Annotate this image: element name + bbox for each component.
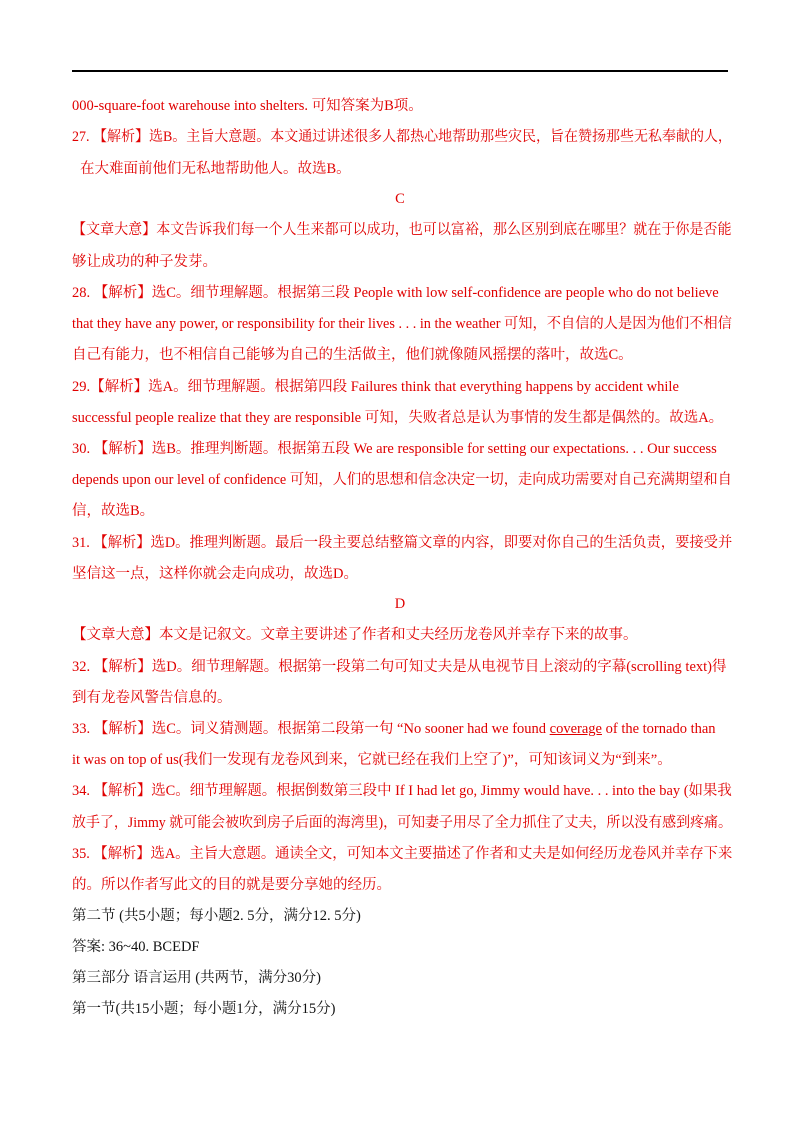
answer-33 [72,719,716,739]
section-heading-d: D [394,596,406,612]
answer-29: 29.【解析】选A。细节理解题。根据第四段 Failures think that everything happens by accident while [72,379,679,395]
underlined-word: coverage [549,721,602,737]
text-line: 000-square-foot warehouse into shelters. 可知答案为B项。 [72,98,423,114]
answer-27: 27. 【解析】选B。主旨大意题。本文通过讲述很多人都热心地帮助那些灾民，旨在赞扬那些无私奉献的人， [72,129,732,145]
passage-summary-d: 【文章大意】本文是记叙文。文章主要讲述了作者和丈夫经历龙卷风并幸存下来的故事。 [72,627,638,643]
passage-summary-c: 【文章大意】本文告诉我们每一个人生来都可以成功，也可以富裕，那么区别到底在哪里？就在于你是否能 [72,222,732,238]
answer-35: 35. 【解析】选A。主旨大意题。通读全文，可知本文主要描述了作者和丈夫是如何经历龙卷风并幸存下来 [72,846,733,862]
text-line: 自己有能力，也不相信自己能够为自己的生活做主，他们就像随风摇摆的落叶，故选C。 [72,347,633,363]
section-heading: 第二节 (共5小题；每小题2. 5分，满分12. 5分) [72,908,361,924]
header-rule [72,70,728,72]
text-line: 的。所以作者写此文的目的就是要分享她的经历。 [72,877,391,893]
text-line: that they have any power, or responsibility for their lives . . . in the weather 可知，不自信的人是因为他们不相信 [72,316,732,332]
text-line: successful people realize that they are responsible 可知，失败者总是认为事情的发生都是偶然的。故选A。 [72,410,724,426]
answer-key: 答案: 36~40. BCEDF [72,939,200,955]
text-line: 信，故选B。 [72,503,155,519]
text-line: 坚信这一点，这样你就会走向成功，故选D。 [72,566,358,582]
text-line: depends upon our level of confidence 可知，人们的思想和信念决定一切，走向成功需要对自己充满期望和自 [72,472,732,488]
part-heading: 第三部分 语言运用 (共两节，满分30分) [72,970,321,986]
text-line: 够让成功的种子发芽。 [72,254,217,270]
text-segment: of the tornado than [601,721,716,737]
text-line: it was on top of us(我们一发现有龙卷风到来，它就已经在我们上空了)”，可知该词义为“到来”。 [72,752,672,768]
section-heading: 第一节(共15小题；每小题1分，满分15分) [72,1001,336,1017]
text-line: 放手了，Jimmy 就可能会被吹到房子后面的海湾里)，可知妻子用尽了全力抓住了丈夫，所以没有感到疼痛。 [72,815,732,831]
answer-34: 34. 【解析】选C。细节理解题。根据倒数第三段中 If I had let go, Jimmy would have. . . into the bay (如果我 [72,783,732,799]
text-line: 在大难面前他们无私地帮助他人。故选B。 [80,161,351,177]
answer-31: 31. 【解析】选D。推理判断题。最后一段主要总结整篇文章的内容，即要对你自己的生活负责，要接受并 [72,535,733,551]
section-heading-c: C [395,191,405,207]
text-line: 到有龙卷风警告信息的。 [72,690,232,706]
answer-28: 28. 【解析】选C。细节理解题。根据第三段 People with low self-confidence are people who do not believe [72,285,719,301]
answer-32: 32. 【解析】选D。细节理解题。根据第一段第二句可知丈夫是从电视节目上滚动的字幕(scrolling text)得 [72,659,727,675]
answer-30: 30. 【解析】选B。推理判断题。根据第五段 We are responsible for setting our expectations. . . Our success [72,441,717,457]
text-segment: 33. 【解析】选C。词义猜测题。根据第二段第一句 “No sooner had we found [72,721,550,737]
